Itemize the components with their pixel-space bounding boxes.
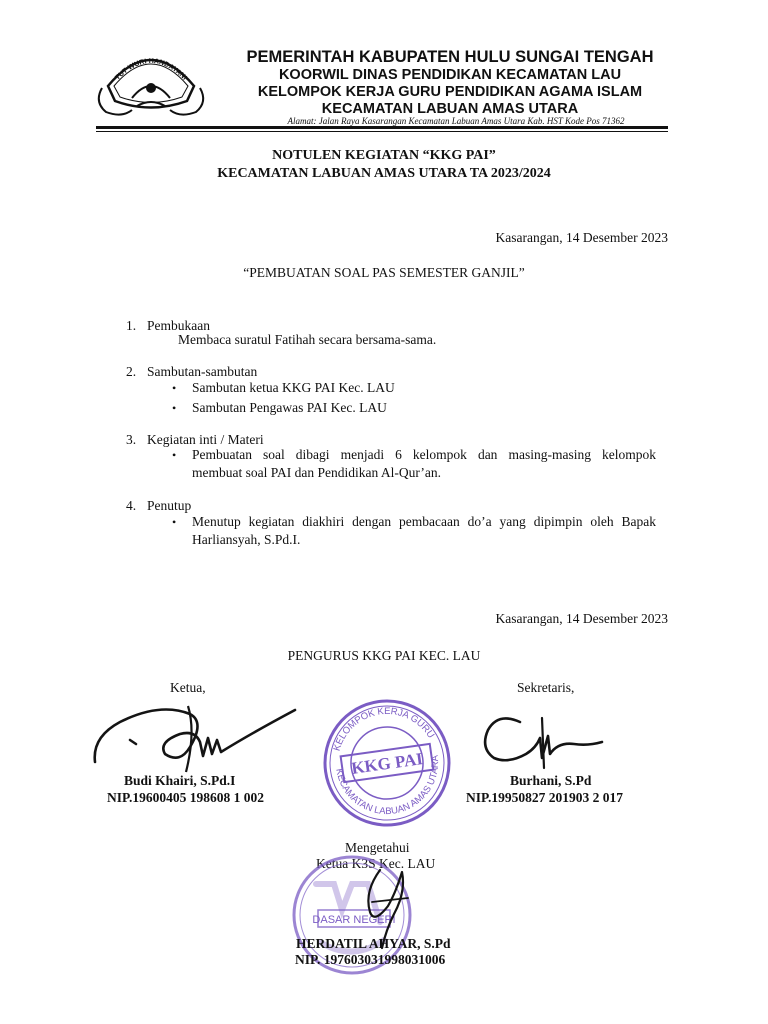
letterhead-address: Alamat: Jalan Raya Kasarangan Kecamatan Labuan Amas Utara Kab. HST Kode Pos 71362 — [287, 116, 625, 126]
svg-text:DASAR NEGERI: DASAR NEGERI — [312, 914, 396, 926]
document-title: NOTULEN KEGIATAN “KKG PAI” — [272, 148, 496, 163]
committee-title: PENGURUS KKG PAI KEC. LAU — [287, 648, 481, 663]
letterhead-rule-thin — [96, 131, 668, 132]
chair-signature — [90, 692, 300, 782]
bullet-icon: • — [172, 448, 177, 462]
letterhead-rule-thick — [96, 126, 668, 129]
chair-role: Ketua, — [170, 680, 206, 695]
svg-text:TUT WURI HANDAYANI: TUT WURI HANDAYANI — [114, 57, 188, 82]
acknowledged-name: HERDATIL AHYAR, S.Pd — [296, 936, 451, 951]
list-item: Menutup kegiatan diakhiri dengan pembacaan do’a yang dipimpin oleh Bapak — [192, 514, 656, 529]
bullet-icon: • — [172, 401, 177, 415]
list-item: Sambutan Pengawas PAI Kec. LAU — [192, 400, 387, 415]
acknowledged-label: Mengetahui — [345, 840, 410, 855]
bullet-icon: • — [172, 381, 177, 395]
list-item-continuation: Harliansyah, S.Pd.I. — [192, 532, 301, 547]
list-item-continuation: membuat soal PAI dan Pendidikan Al-Qur’an. — [192, 465, 441, 480]
letterhead-working-group: KELOMPOK KERJA GURU PENDIDIKAN AGAMA ISLAM — [257, 84, 643, 100]
secretary-signature — [478, 708, 608, 778]
section-heading: Pembukaan — [147, 318, 210, 333]
meeting-topic: “PEMBUATAN SOAL PAS SEMESTER GANJIL” — [243, 265, 525, 280]
letterhead-government: PEMERINTAH KABUPATEN HULU SUNGAI TENGAH — [246, 48, 654, 66]
section-number: 3. — [126, 432, 137, 447]
section-heading: Kegiatan inti / Materi — [147, 432, 264, 447]
kkg-pai-stamp — [314, 697, 460, 829]
list-item: Pembuatan soal dibagi menjadi 6 kelompok dan masing-masing kelompok — [192, 447, 656, 462]
secretary-name: Burhani, S.Pd — [510, 773, 592, 788]
svg-text:KELOMPOK KERJA GURU: KELOMPOK KERJA GURU — [331, 705, 437, 753]
secretary-nip: NIP.19950827 201903 2 017 — [466, 790, 624, 805]
chair-nip: NIP.19600405 198608 1 002 — [107, 790, 265, 805]
section-number: 2. — [126, 364, 137, 379]
acknowledged-nip: NIP. 197603031998031006 — [295, 952, 446, 967]
section-heading: Penutup — [147, 498, 192, 513]
list-item: Sambutan ketua KKG PAI Kec. LAU — [192, 380, 395, 395]
letterhead-district: KECAMATAN LABUAN AMAS UTARA — [321, 101, 579, 117]
date-top: Kasarangan, 14 Desember 2023 — [495, 230, 668, 245]
letterhead-coordinator: KOORWIL DINAS PENDIDIKAN KECAMATAN LAU — [278, 67, 622, 83]
section-number: 4. — [126, 498, 137, 513]
section-heading: Sambutan-sambutan — [147, 364, 258, 379]
svg-text:KKG PAI: KKG PAI — [350, 749, 425, 778]
section-number: 1. — [126, 318, 137, 333]
bullet-icon: • — [172, 515, 177, 529]
svg-text:KECAMATAN LABUAN AMAS UTARA: KECAMATAN LABUAN AMAS UTARA — [333, 754, 442, 818]
date-bottom: Kasarangan, 14 Desember 2023 — [495, 611, 668, 626]
secretary-role: Sekretaris, — [517, 680, 575, 695]
section-text: Membaca suratul Fatihah secara bersama-sama. — [178, 332, 437, 347]
acknowledged-role: Ketua K3S Kec. LAU — [316, 856, 436, 871]
document-subtitle: KECAMATAN LABUAN AMAS UTARA TA 2023/2024 — [217, 166, 551, 181]
chair-name: Budi Khairi, S.Pd.I — [124, 773, 236, 788]
tut-wuri-handayani-logo — [92, 46, 210, 126]
